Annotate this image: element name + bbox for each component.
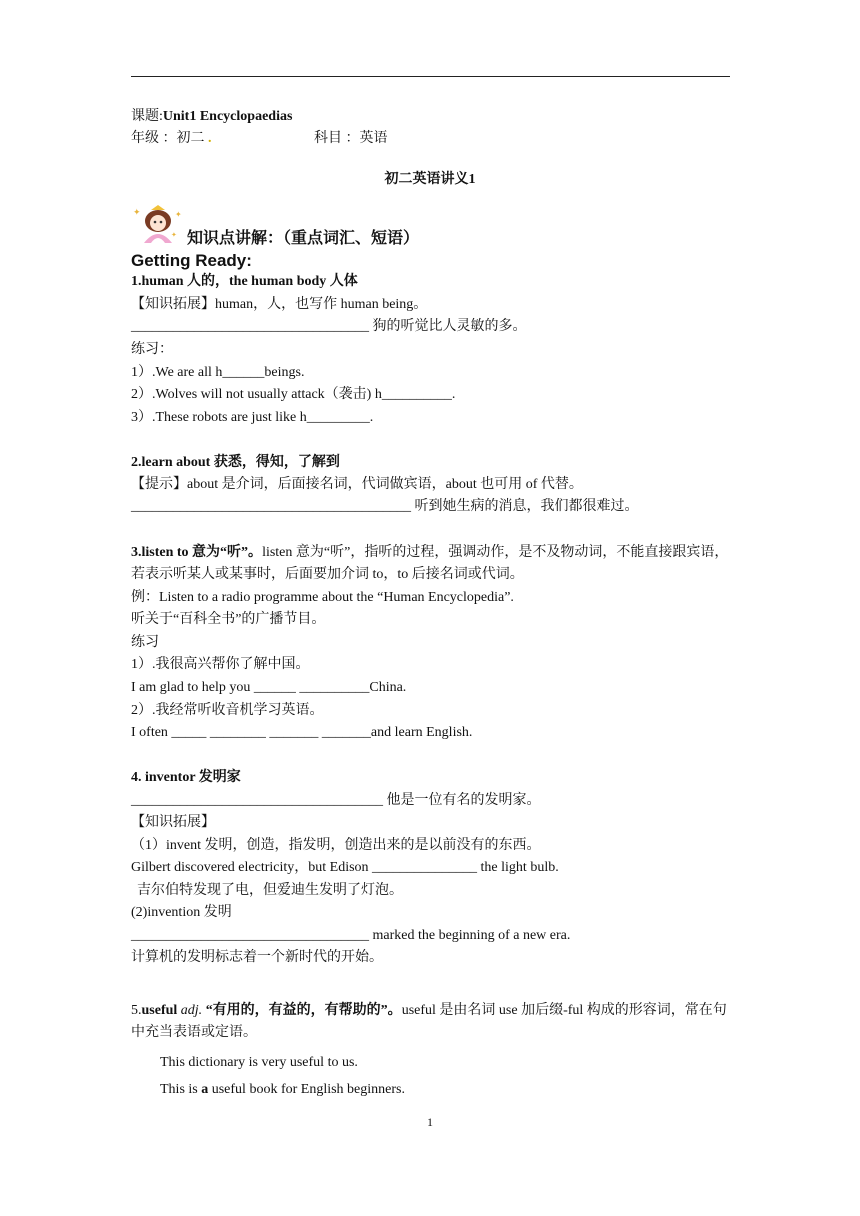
item4-title: 4. inventor 发明家 xyxy=(131,770,241,785)
subject-line xyxy=(314,130,388,148)
grade-line xyxy=(131,130,212,148)
item3-paragraph xyxy=(131,542,731,586)
item2-tip: 【提示】about 是介词，后面接名词，代词做宾语，about 也可用 of 代替。 xyxy=(131,477,583,492)
item5-ex1: This dictionary is very useful to us. xyxy=(160,1055,358,1070)
item4-p2: (2)invention 发明 xyxy=(131,905,232,920)
item5-num: 5. xyxy=(131,1003,142,1018)
item5-paragraph xyxy=(131,1000,731,1044)
item5-word: useful xyxy=(141,1003,178,1018)
page-title: 初二英语讲义1 xyxy=(384,172,476,187)
subject-label: 科目 ： xyxy=(314,131,360,146)
item4-blank: ____________________________________ 他是一位有名的发明家。 xyxy=(131,793,541,808)
item4-ext: 【知识拓展】 xyxy=(131,815,215,830)
item3-example: 例：Listen to a radio programme about the “Human Encyclopedia”. xyxy=(131,590,514,605)
grade-value: 初二 xyxy=(176,131,205,146)
item3-title: 3.listen to 意为“听”。 xyxy=(131,545,263,560)
item2-blank: ________________________________________ 听到她生病的消息，我们都很难过。 xyxy=(131,499,639,514)
topic-line xyxy=(131,108,292,126)
topic-prefix: 课题: xyxy=(131,109,163,124)
grade-dot: . xyxy=(208,131,212,146)
item4-p1: （1）invent 发明，创造，指发明，创造出来的是以前没有的东西。 xyxy=(131,838,541,853)
topic-title: Unit1 Encyclopaedias xyxy=(162,109,293,124)
item3-practice: 练习 xyxy=(131,635,159,650)
item5-ex2-bold: a xyxy=(201,1082,209,1097)
item1-practice: 练习： xyxy=(131,342,173,357)
item3-q1-en: I am glad to help you ______ __________China. xyxy=(131,680,407,695)
item3-q2-en: I often _____ ________ _______ _______and learn English. xyxy=(131,725,473,740)
svg-text:✦: ✦ xyxy=(171,231,177,239)
subsection-heading: Getting Ready: xyxy=(131,251,252,270)
item5-ex2-post: useful book for English beginners. xyxy=(208,1082,405,1097)
item3-q2-cn: 2）.我经常听收音机学习英语。 xyxy=(131,703,324,718)
item3-example-cn: 听关于“百科全书”的广播节目。 xyxy=(131,612,326,627)
item4-p2-cn: 计算机的发明标志着一个新时代的开始。 xyxy=(131,950,383,965)
subject-value: 英语 xyxy=(359,131,388,146)
grade-label: 年级 ： xyxy=(131,131,177,146)
item4-p2-en: __________________________________ marked the beginning of a new era. xyxy=(131,928,571,943)
svg-text:✦: ✦ xyxy=(133,207,141,217)
item5-ex2-pre: This is xyxy=(160,1082,202,1097)
item5-pos: adj. xyxy=(180,1003,203,1018)
item1-q2: 2）.Wolves will not usually attack（袭击) h__________. xyxy=(131,387,456,402)
item1-blank: __________________________________ 狗的听觉比人灵敏的多。 xyxy=(131,319,527,334)
section-heading: 知识点讲解：（重点词汇、短语） xyxy=(187,230,420,247)
item4-p1-cn: 吉尔伯特发现了电，但爱迪生发明了灯泡。 xyxy=(137,883,403,898)
item5-desc: useful 是由名词 use 加后缀-ful 构成的形容词，常在句中充当表语或定语。 xyxy=(131,1003,727,1040)
cartoon-girl-icon xyxy=(131,203,185,243)
header-rule xyxy=(131,76,730,77)
svg-text:✦: ✦ xyxy=(175,210,182,219)
item1-q1: 1）.We are all h______beings. xyxy=(131,365,305,380)
item1-ext: 【知识拓展】human，人，也写作 human being。 xyxy=(131,297,428,312)
item3-q1-cn: 1）.我很高兴帮你了解中国。 xyxy=(131,657,310,672)
item2-title: 2.learn about 获悉，得知，了解到 xyxy=(131,455,340,470)
item4-p1-en: Gilbert discovered electricity，but Edison _______________ the light bulb. xyxy=(131,860,559,875)
item5-ex2 xyxy=(160,1081,405,1099)
item1-title: 1.human 人的，the human body 人体 xyxy=(131,274,358,289)
item1-q3: 3）.These robots are just like h_________. xyxy=(131,410,374,425)
item5-meaning: “有用的，有益的，有帮助的”。 xyxy=(205,1003,402,1018)
page-number: 1 xyxy=(427,1115,433,1129)
item3-desc: listen 意为“听”，指听的过程，强调动作，是不及物动词，不能直接跟宾语，若表示听某人或某事时，后面要加介词 to，to 后接名词或代词。 xyxy=(131,545,729,582)
